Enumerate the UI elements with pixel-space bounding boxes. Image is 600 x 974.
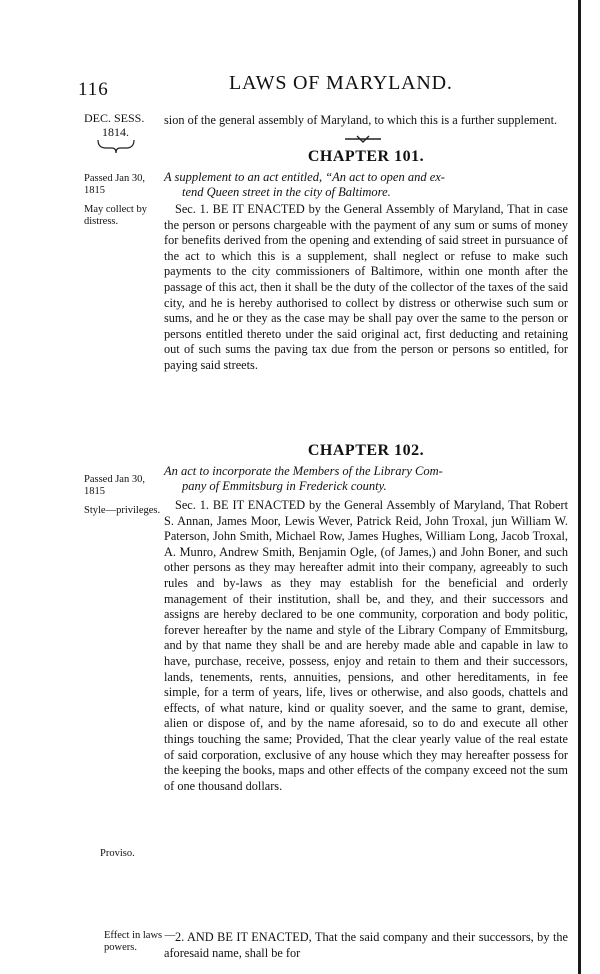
margin-ch101-passed: Passed Jan 30, 1815 <box>84 173 145 196</box>
running-title: LAWS OF MARYLAND. <box>229 72 453 94</box>
chapter-102-title-line1: An act to incorporate the Members of the Library Com- <box>164 464 443 478</box>
margin-effect: Effect in laws —powers. <box>104 930 176 953</box>
chapter-102-section-1: Sec. 1. BE IT ENACTED by the General Assembly of Maryland, That Robert S. Annan, James Moor, Lewis Wever, Patrick Reid, John Troxal, jun William W. Paterson, John Smith, Michael Row, James Hughes, William Long, Jacob Troxal, A. Munro, Andrew Smith, Benjamin Ogle, (of James,) and John Boner, and such other persons as they may hereafter admit into their company, agreeably to such rules and by-laws as they may establish for the beneficial and orderly management of their institution, shall be, and they, and their successors and assigns are hereby declared to be one community, corporation and body politic, forever hereafter by the name and style of the Library Company of Emmitsburg, and by that name they shall be and are hereby made able and capable in law to have, purchase, receive, possess, enjoy and retain to them and their successors, lands, tenements, rents, annuities, pensions, and other hereditaments, in fee simple, for a term of years, life, lives or otherwise, and also goods, chattels and effects, of what nature, kind or quality soever, and the same to grant, demise, alien or dispose of, and by the name aforesaid, so to do and execute all other things touching the same; Provided, That the clear yearly value of the real estate of said corporation, exclusive of any house which they may hereafter possess for the keeping the books, maps and other effects of the company exceed not the sum of one thousand dollars. <box>164 498 568 793</box>
chapter-102-section-2: 2. AND BE IT ENACTED, That the said company and their successors, by the aforesaid name, shall be for <box>164 930 568 960</box>
margin-session: DEC. SESS. <box>84 111 145 125</box>
page-number: 116 <box>78 79 109 100</box>
chapter-102-title <box>164 464 568 494</box>
chapter-102-title-line2: pany of Emmitsburg in Frederick county. <box>182 479 387 493</box>
page-edge-rule <box>578 0 581 974</box>
margin-ch102-topic: Style—privileges. <box>84 505 161 516</box>
chapter-102-heading: CHAPTER 102. <box>307 442 425 459</box>
chapter-101-title-line2: tend Queen street in the city of Baltimore. <box>182 185 391 199</box>
chapter-ornament <box>343 134 383 144</box>
margin-session-year: 1814. <box>102 125 129 139</box>
chapter-101-body <box>164 202 568 374</box>
margin-ch101-topic: May collect by distress. <box>84 204 147 227</box>
chapter-101-title-line1: A supplement to an act entitled, “An act to open and ex- <box>164 170 445 184</box>
intro-paragraph: sion of the general assembly of Maryland, to which this is a further supplement. <box>164 113 558 127</box>
chapter-101-title <box>164 170 568 200</box>
chapter-102-body <box>164 498 568 794</box>
intro-text <box>164 113 568 129</box>
margin-proviso: Proviso. <box>100 848 135 859</box>
margin-ch102-passed: Passed Jan 30, 1815 <box>84 474 145 497</box>
chapter-101-section-1: Sec. 1. BE IT ENACTED by the General Assembly of Maryland, That in case the person or persons chargeable with the payment of any sum or sums of money for benefits derived from the opening and extending of said street in pursuance of the act to which this is a supplement, shall neglect or refuse to make such payments to the city commissioners of Baltimore, within one month after the passage of this act, then it shall be the duty of the collector of the taxes of the said city, and he is hereby authorised to collect by distress or otherwise such sum or sums, and he or they as the case may be shall pay over the same to the person or persons entitled thereto under the said original act, first deducting and retaining out of such sums the paving tax due from the person or persons so entitled, for paying said streets. <box>164 202 568 372</box>
chapter-102-section-2-block <box>164 930 568 961</box>
chapter-101-heading: CHAPTER 101. <box>307 148 425 165</box>
brace-ornament <box>96 138 136 154</box>
